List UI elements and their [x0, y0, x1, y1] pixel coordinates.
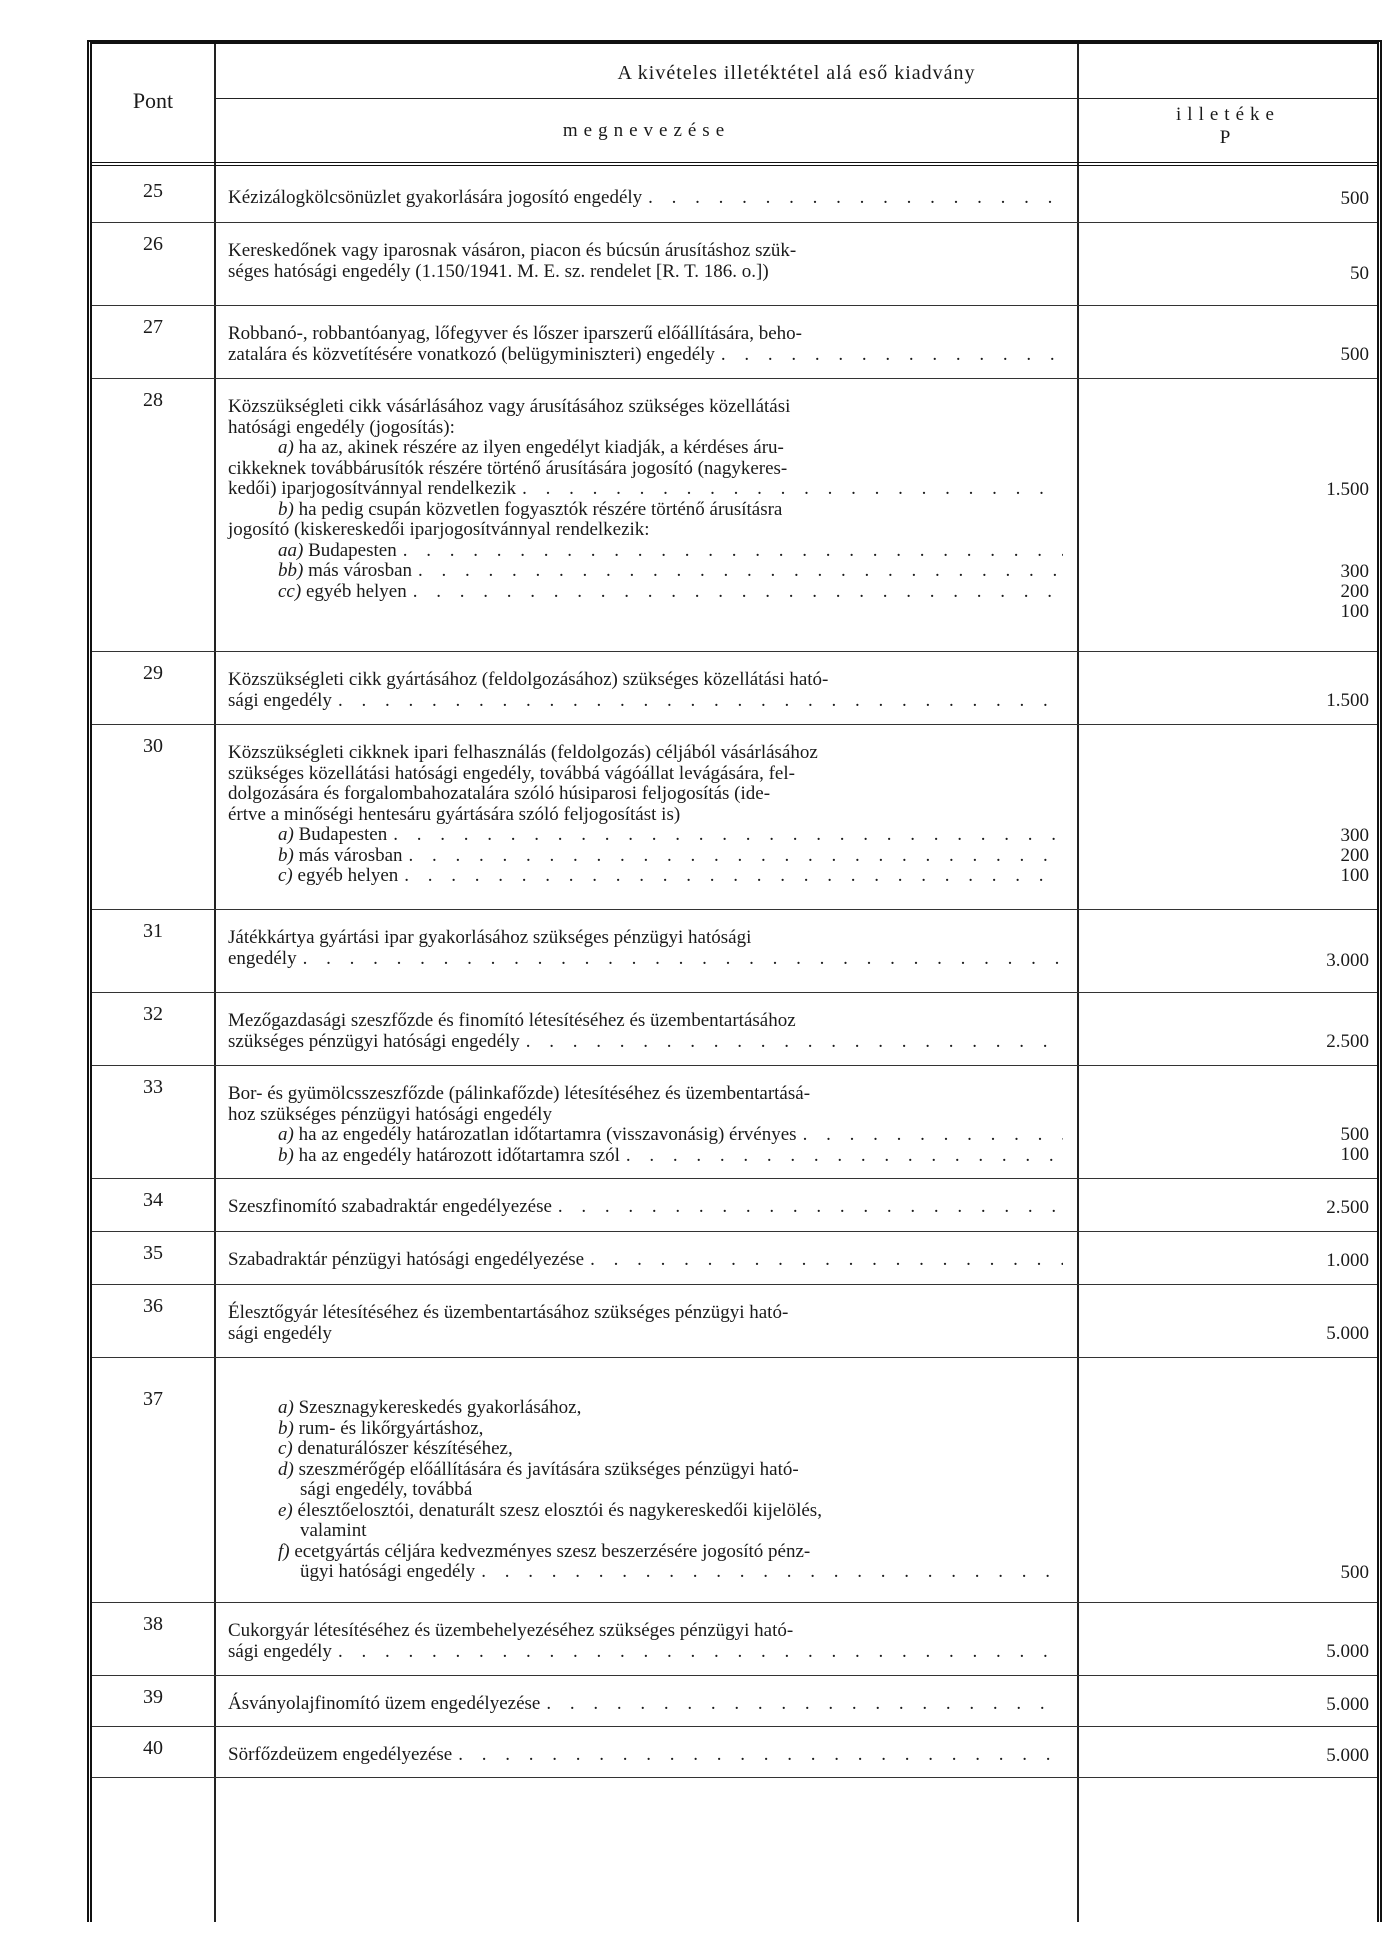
row-description	[228, 725, 1063, 895]
table-row	[92, 1179, 1377, 1232]
row-text: Szeszfinomító szabadraktár engedélyezése	[228, 1196, 552, 1217]
row-fee: 5.000	[1326, 1641, 1369, 1662]
item-label: bb)	[278, 560, 304, 581]
row-number: 30	[143, 735, 163, 757]
row-text-line: Játékkártya gyártási ipar gyakorlásához szükséges pénzügyi hatósági	[228, 927, 752, 948]
table-row	[92, 1066, 1377, 1179]
row-text-line: Szesznagykereskedés gyakorlásához,	[298, 1397, 582, 1418]
item-label: c)	[278, 865, 293, 886]
row-text-line: Budapesten	[298, 824, 388, 845]
row-fee: 300	[1340, 561, 1369, 582]
table-row	[92, 1232, 1377, 1285]
table-row	[92, 1603, 1377, 1676]
row-fee: 1.500	[1326, 690, 1369, 711]
header-pont: Pont	[132, 88, 174, 113]
header-fee-label: illetéke	[1176, 104, 1280, 125]
row-description	[228, 652, 1063, 719]
row-text-line: értve a minőségi hentesáru gyártására szóló feljogosítást is)	[228, 803, 681, 825]
row-text-line: Közszükségleti cikknek ipari felhasználás (feldolgozás) céljából vásárlásához	[228, 742, 818, 763]
row-description	[228, 910, 1063, 977]
row-fee: 5.000	[1326, 1745, 1369, 1766]
row-description	[228, 1603, 1063, 1670]
row-description	[228, 1285, 1063, 1352]
row-number: 39	[143, 1686, 163, 1708]
row-fee: 500	[1340, 1124, 1369, 1145]
item-label: c)	[278, 1438, 293, 1459]
fee-table	[87, 40, 1382, 1922]
table-row	[92, 1285, 1377, 1358]
row-text-line: sági engedély	[228, 1640, 332, 1662]
row-text-line: ecetgyártás céljára kedvezményes szesz beszerzésére jogosító pénz-	[294, 1540, 811, 1562]
header-title: A kivételes illetéktétel alá eső kiadvány	[617, 62, 976, 84]
table-row	[92, 1727, 1377, 1778]
row-fee: 500	[1340, 188, 1369, 209]
row-text-line: hatósági engedély (jogosítás):	[228, 416, 455, 438]
row-text-line: valamint	[300, 1520, 367, 1541]
row-number: 37	[143, 1388, 163, 1410]
row-text: Sörfőzdeüzem engedélyezése	[228, 1744, 453, 1765]
row-text-line: dolgozására és forgalombahozatalára szóló húsiparosi feljogosítás (ide-	[228, 783, 771, 804]
row-description	[228, 306, 1063, 373]
table-row	[92, 379, 1377, 652]
row-text-line: szükséges közellátási hatósági engedély, továbbá vágóállat levágására, fel-	[228, 762, 795, 784]
row-fee: 100	[1340, 865, 1369, 886]
header-double-rule	[92, 162, 1377, 166]
item-label: a)	[278, 824, 294, 845]
table-row	[92, 725, 1377, 910]
row-text-line: élesztőelosztói, denaturált szesz elosztói és nagykereskedői kijelölés,	[297, 1499, 822, 1521]
row-description	[228, 1358, 1063, 1591]
row-number: 27	[143, 316, 163, 338]
header-name: megnevezése	[562, 120, 731, 141]
item-label: b)	[278, 1144, 294, 1166]
row-text-line: Közszükségleti cikk gyártásához (feldolgozásához) szükséges közellátási ható-	[228, 669, 829, 690]
row-fee: 2.500	[1326, 1031, 1369, 1052]
table-row	[92, 223, 1377, 306]
item-label: b)	[278, 844, 294, 866]
row-number: 38	[143, 1613, 163, 1635]
row-number: 26	[143, 233, 163, 255]
row-description	[228, 1727, 1063, 1774]
row-text-line: ha az engedély határozott időtartamra szól	[298, 1144, 620, 1166]
row-text-line: sági engedély, továbbá	[300, 1479, 473, 1500]
item-label: b)	[278, 1417, 294, 1439]
row-description	[228, 379, 1063, 610]
row-number: 25	[143, 180, 163, 202]
row-number: 28	[143, 389, 163, 411]
row-text-line: sági engedély	[228, 689, 332, 711]
row-text-line: ha az, akinek részére az ilyen engedélyt kiadják, a kérdéses áru-	[298, 437, 784, 458]
row-number: 33	[143, 1076, 163, 1098]
row-description	[228, 1676, 1063, 1723]
table-row	[92, 1676, 1377, 1727]
item-label: a)	[278, 1124, 294, 1145]
row-text-line: Élesztőgyár létesítéséhez és üzembentartásához szükséges pénzügyi ható-	[228, 1302, 789, 1323]
row-description	[228, 1232, 1063, 1279]
row-text: Ásványolajfinomító üzem engedélyezése	[228, 1693, 541, 1714]
row-text-line: Cukorgyár létesítéséhez és üzembehelyezéséhez szükséges pénzügyi ható-	[228, 1620, 794, 1641]
row-fee: 3.000	[1326, 950, 1369, 971]
row-text-line: egyéb helyen	[305, 580, 407, 602]
row-fee: 300	[1340, 825, 1369, 846]
row-text-line: denaturálószer készítéséhez,	[297, 1438, 513, 1459]
row-number: 40	[143, 1737, 163, 1759]
item-label: aa)	[278, 539, 304, 561]
table-row	[92, 652, 1377, 725]
row-number: 34	[143, 1189, 163, 1211]
row-text-line: hoz szükséges pénzügyi hatósági engedély	[228, 1103, 552, 1125]
item-label: a)	[278, 437, 294, 458]
row-text-line: ha pedig csupán közvetlen fogyasztók részére történő árusításra	[298, 498, 783, 520]
row-text-line: séges hatósági engedély (1.150/1941. M. E. sz. rendelet [R. T. 186. o.])	[228, 260, 769, 282]
header-fee-currency: P	[1219, 126, 1237, 148]
row-fee: 1.500	[1326, 479, 1369, 500]
row-fee: 2.500	[1326, 1197, 1369, 1218]
row-text-line: szeszmérőgép előállítására és javítására szükséges pénzügyi ható-	[298, 1458, 799, 1480]
item-label: a)	[278, 1397, 294, 1418]
row-text-line: rum- és likőrgyártáshoz,	[298, 1417, 484, 1439]
row-fee: 50	[1350, 263, 1369, 284]
row-number: 35	[143, 1242, 163, 1264]
row-fee: 500	[1340, 344, 1369, 365]
row-number: 36	[143, 1295, 163, 1317]
row-text-line: Robbanó-, robbantóanyag, lőfegyver és lőszer iparszerű előállítására, beho-	[228, 323, 802, 344]
row-number: 32	[143, 1003, 163, 1025]
row-fee: 200	[1340, 845, 1369, 866]
row-fee: 100	[1340, 601, 1369, 622]
row-text-line: zatalára és közvetítésére vonatkozó (belügyminiszteri) engedély	[228, 343, 715, 365]
row-description	[228, 170, 1063, 217]
item-label: e)	[278, 1499, 293, 1521]
row-fee: 100	[1340, 1144, 1369, 1165]
row-description	[228, 223, 1063, 290]
row-description	[228, 1179, 1063, 1226]
table-row	[92, 910, 1377, 993]
row-text-line: Bor- és gyümölcsszeszfőzde (pálinkafőzde) létesítéséhez és üzembentartásá-	[228, 1083, 811, 1104]
row-description	[228, 993, 1063, 1060]
row-text: Kézizálogkölcsönüzlet gyakorlására jogosító engedély	[228, 187, 643, 208]
row-text-line: ha az engedély határozatlan időtartamra (visszavonásig) érvényes	[298, 1124, 797, 1145]
row-fee: 5.000	[1326, 1694, 1369, 1715]
row-text-line: cikkeknek továbbárusítók részére történő árusítására jogosító (nagykeres-	[228, 457, 788, 479]
row-text-line: Kereskedőnek vagy iparosnak vásáron, piacon és búcsún árusításhoz szük-	[228, 240, 797, 261]
row-text-line: sági engedély	[228, 1322, 332, 1344]
row-text-line: ügyi hatósági engedély	[300, 1561, 476, 1582]
row-fee: 500	[1340, 1562, 1369, 1583]
row-fee: 200	[1340, 581, 1369, 602]
row-description	[228, 1066, 1063, 1174]
row-number: 29	[143, 662, 163, 684]
row-text-line: Közszükségleti cikk vásárlásához vagy árusításához szükséges közellátási	[228, 396, 791, 417]
table-row	[92, 993, 1377, 1066]
table-row	[92, 170, 1377, 223]
row-text-line: jogosító (kiskereskedői iparjogosítvánnyal rendelkezik:	[228, 519, 650, 540]
header-fee	[1079, 104, 1377, 150]
row-text-line: Mezőgazdasági szeszfőzde és finomító létesítéséhez és üzembentartásához	[228, 1010, 796, 1031]
table-body	[92, 170, 1377, 1778]
row-text-line: szükséges pénzügyi hatósági engedély	[228, 1030, 520, 1052]
row-text-line: Budapesten	[308, 539, 397, 561]
item-label: d)	[278, 1458, 294, 1480]
row-text-line: más városban	[308, 560, 413, 581]
item-label: cc)	[278, 580, 302, 602]
row-text-line: egyéb helyen	[297, 865, 399, 886]
row-text: Szabadraktár pénzügyi hatósági engedélyezése	[228, 1249, 585, 1270]
item-label: b)	[278, 498, 294, 520]
row-text-line: más városban	[298, 844, 403, 866]
row-text-line: engedély	[228, 947, 297, 969]
row-fee: 5.000	[1326, 1323, 1369, 1344]
row-text-line: kedői) iparjogosítvánnyal rendelkezik	[228, 478, 517, 499]
table-row	[92, 306, 1377, 379]
row-number: 31	[143, 920, 163, 942]
item-label: f)	[278, 1540, 290, 1562]
header-rule	[216, 98, 1377, 99]
table-row	[92, 1358, 1377, 1603]
row-fee: 1.000	[1326, 1250, 1369, 1271]
